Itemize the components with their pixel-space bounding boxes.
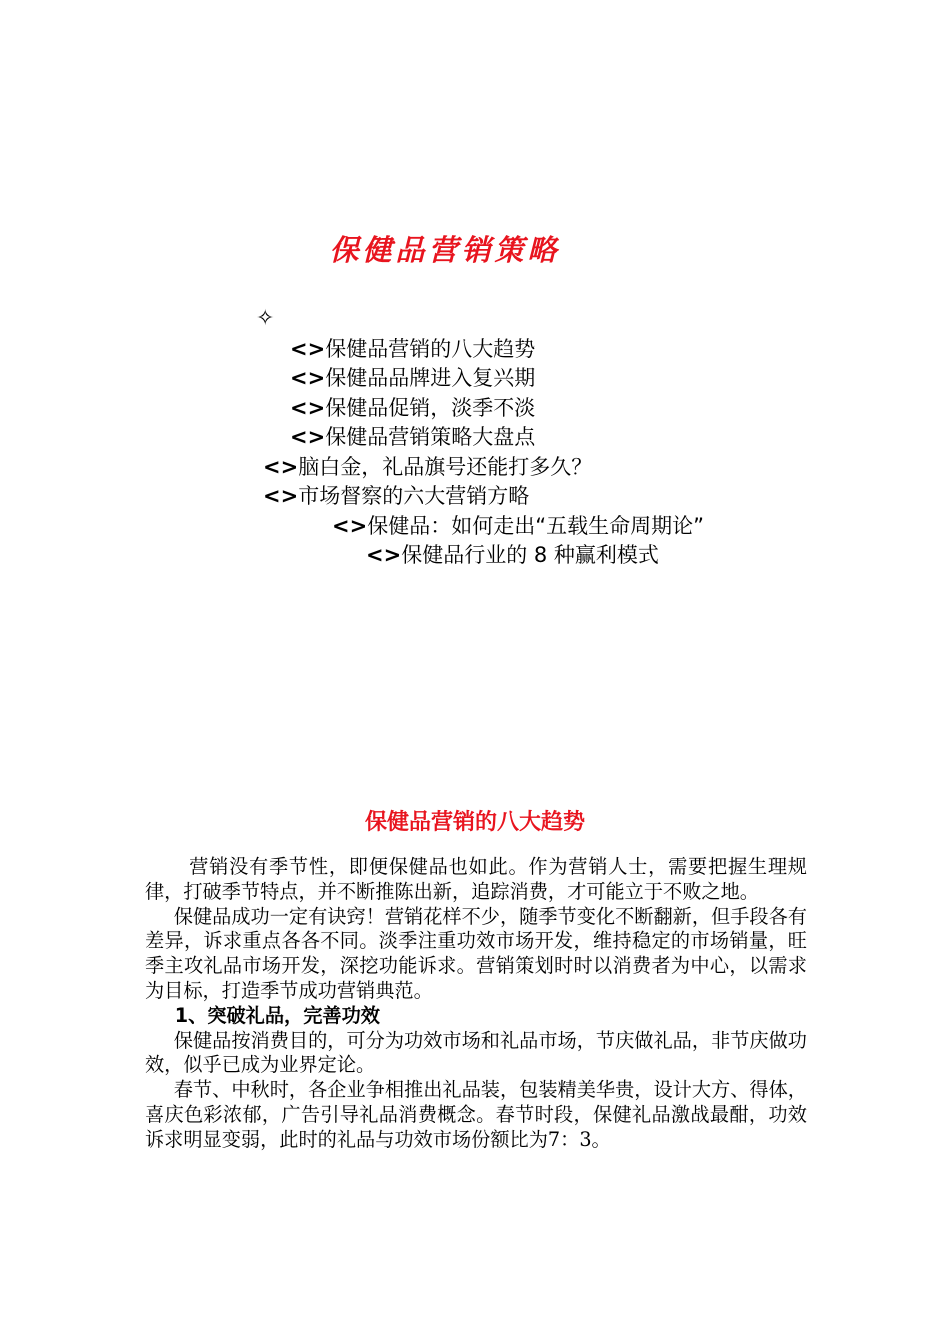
document-title: 保健品营销策略 (329, 233, 561, 267)
toc-bracket: <> (263, 484, 299, 508)
toc-item-label: 保健品营销策略大盘点 (325, 425, 536, 449)
paragraph: 保健品成功一定有诀窍！营销花样不少，随季节变化不断翻新，但手段各有差异，诉求重点各各不同。淡季注重功效市场开发，维持稳定的市场销量，旺季主攻礼品市场开发，深挖功能诉求。营销策划时时以消费者为中心，以需求为目标，打造季节成功营销典范。 (145, 904, 807, 1002)
paragraph: 春节、中秋时，各企业争相推出礼品装，包装精美华贵，设计大方、得体，喜庆色彩浓郁，广告引导礼品消费概念。春节时段，保健礼品激战最酣，功效诉求明显变弱，此时的礼品与功效市场份额比为7：3。 (145, 1078, 807, 1151)
subheading: 1、突破礼品，完善功效 (174, 1003, 380, 1027)
toc-bracket: <> (290, 337, 326, 361)
section-title: 保健品营销的八大趋势 (364, 810, 585, 835)
toc-item (290, 425, 535, 449)
toc-marker-icon: ✧ (256, 306, 275, 331)
toc-item (290, 396, 535, 420)
toc-bracket: <> (290, 366, 326, 390)
toc-bracket: <> (366, 543, 402, 567)
toc-item-label: 保健品促销，淡季不淡 (325, 396, 536, 420)
toc-bracket: <> (263, 455, 299, 479)
toc-item (332, 514, 704, 538)
toc-item-label: 市场督察的六大营销方略 (298, 484, 530, 508)
toc-item-label: 保健品品牌进入复兴期 (325, 366, 536, 390)
paragraph: 营销没有季节性，即便保健品也如此。作为营销人士，需要把握生理规律，打破季节特点，并不断推陈出新，追踪消费，才可能立于不败之地。 (145, 855, 807, 903)
toc-bracket: <> (290, 396, 326, 420)
toc-item (290, 337, 535, 361)
paragraph: 保健品按消费目的，可分为功效市场和礼品市场，节庆做礼品，非节庆做功效，似乎已成为业界定论。 (145, 1028, 807, 1077)
toc-item-label: 脑白金，礼品旗号还能打多久？ (298, 455, 593, 479)
toc-bracket: <> (290, 425, 326, 449)
toc-item (290, 366, 535, 390)
toc-item-label: 保健品营销的八大趋势 (325, 337, 536, 361)
section-body (145, 855, 807, 1153)
toc-item (366, 543, 659, 567)
toc-bracket: <> (332, 514, 368, 538)
toc-item-label: 保健品：如何走出“五载生命周期论” (367, 514, 704, 538)
toc-item (263, 455, 592, 479)
toc-item-label: 保健品行业的 8 种赢利模式 (401, 543, 659, 567)
toc-item (263, 484, 529, 508)
